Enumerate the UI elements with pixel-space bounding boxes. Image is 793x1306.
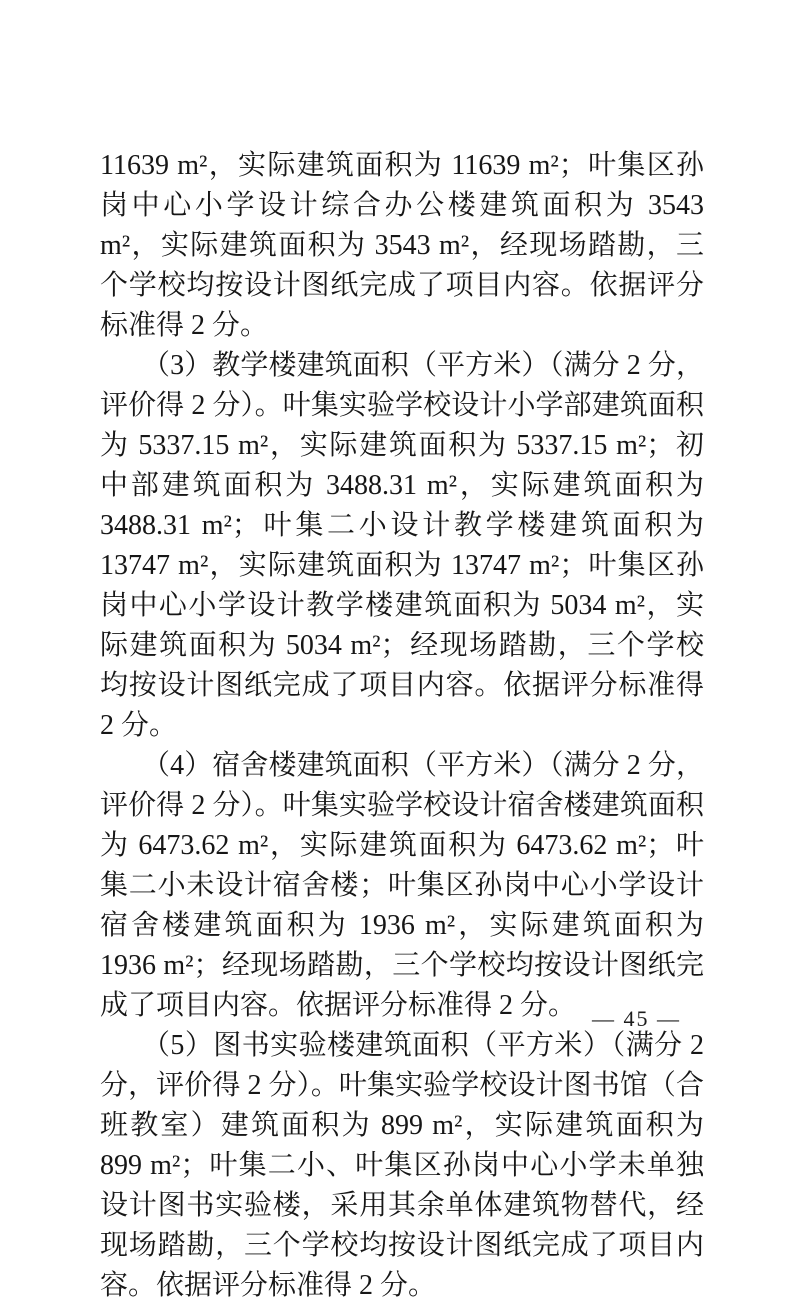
document-body <box>100 146 704 1306</box>
body-paragraph-continuation: 11639 m²，实际建筑面积为 11639 m²；叶集区孙岗中心小学设计综合办公楼建筑面积为 3543 m²，实际建筑面积为 3543 m²，经现场踏勘，三个学校均按设计图纸完成了项目内容。依据评分标准得 2 分。 <box>100 150 704 341</box>
body-paragraph-item-3: （3）教学楼建筑面积（平方米）（满分 2 分，评价得 2 分）。叶集实验学校设计小学部建筑面积为 5337.15 m²，实际建筑面积为 5337.15 m²；初中部建筑面积为 3488.31 m²，实际建筑面积为 3488.31 m²；叶集二小设计教学楼建筑面积为 13747 m²，实际建筑面积为 13747 m²；叶集区孙岗中心小学设计教学楼建筑面积为 5034 m²，实际建筑面积为 5034 m²；经现场踏勘，三个学校均按设计图纸完成了项目内容。依据评分标准得 2 分。 <box>100 350 704 741</box>
body-paragraph-item-5: （5）图书实验楼建筑面积（平方米）（满分 2 分，评价得 2 分）。叶集实验学校设计图书馆（合班教室）建筑面积为 899 m²，实际建筑面积为 899 m²；叶集二小、叶集区孙岗中心小学未单独设计图书实验楼，采用其余单体建筑物替代，经现场踏勘，三个学校均按设计图纸完成了项目内容。依据评分标准得 2 分。 <box>100 1030 704 1301</box>
page-number: — 45 — <box>592 1006 681 1031</box>
body-paragraph-item-4: （4）宿舍楼建筑面积（平方米）（满分 2 分，评价得 2 分）。叶集实验学校设计宿舍楼建筑面积为 6473.62 m²，实际建筑面积为 6473.62 m²；叶集二小未设计宿舍楼；叶集区孙岗中心小学设计宿舍楼建筑面积为 1936 m²，实际建筑面积为 1936 m²；经现场踏勘，三个学校均按设计图纸完成了项目内容。依据评分标准得 2 分。 <box>100 750 704 1021</box>
page-footer <box>592 1004 681 1034</box>
